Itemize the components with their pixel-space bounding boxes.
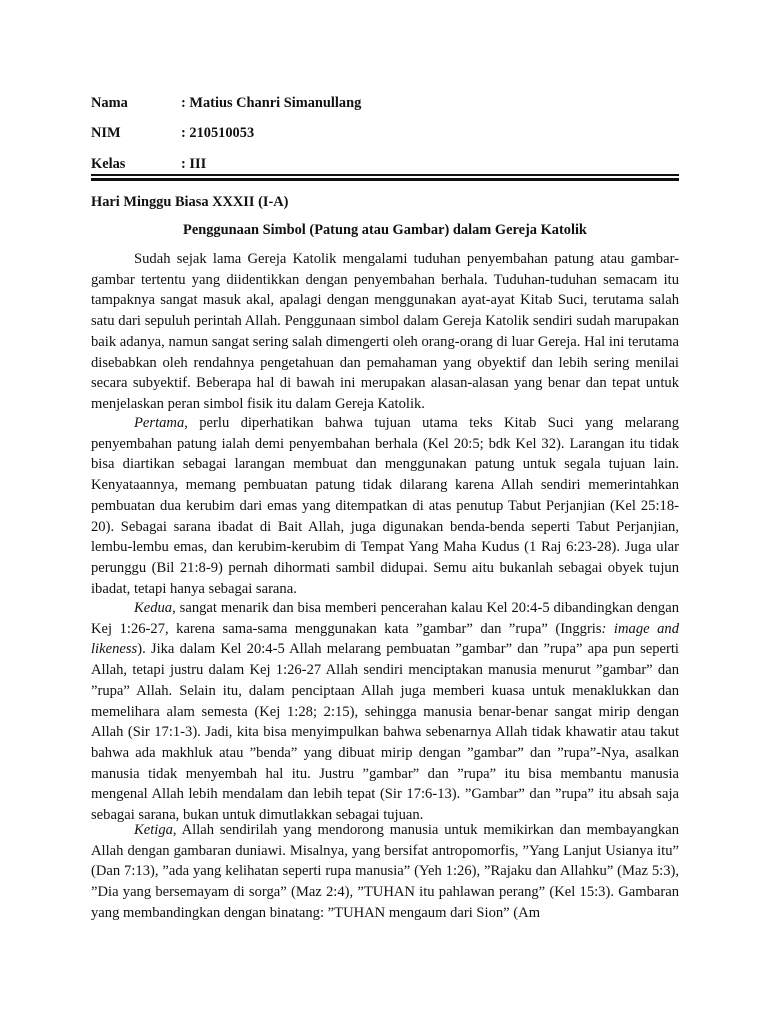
name-value: : Matius Chanri Simanullang	[181, 95, 362, 111]
paragraph-kedua	[91, 598, 679, 826]
paragraph-lead-word: Ketiga	[134, 822, 173, 838]
paragraph-ketiga	[91, 820, 679, 924]
paragraph-body: , perlu diperhatikan bahwa tujuan utama teks Kitab Suci yang melarang penyembahan patung ialah demi penyembahan berhala (Kel 20:5; bdk Kel 32). Larangan itu tidak bisa diartikan sebagai larangan membuat dan menggunakan patung untuk segala tujuan lain. Kenyataannya, memang pembuatan patung tidak dilarang karena Allah sendiri memerintahkan pembuatan dua kerubim dari emas yang ditempatkan di atas penutup Tabut Perjanjian (Kel 25:18-20). Sebagai sarana ibadat di Bait Allah, juga digunakan benda-benda seperti Tabut Perjanjian, lembu-lembu emas, dan kerubim-kerubim di Tempat Yang Maha Kudus (1 Raj 6:23-28). Juga ular perunggu (Bil 21:8-9) pernah dihormati sambil didupai. Semu aitu bukanlah sebagai obyek tujun ibadat, tetapi hanya sebagai sarana.	[91, 415, 679, 597]
student-name-row	[91, 94, 361, 112]
nim-value: : 210510053	[181, 125, 255, 141]
class-value: : III	[181, 156, 207, 172]
header-divider-thin	[91, 174, 679, 176]
paragraph-pertama	[91, 413, 679, 599]
class-label: Kelas	[91, 156, 126, 172]
header-divider-thick	[91, 178, 679, 181]
document-title: Penggunaan Simbol (Patung atau Gambar) dalam Gereja Katolik	[183, 222, 587, 238]
student-id-row	[91, 124, 254, 142]
paragraph-lead-word: Kedua	[134, 600, 173, 616]
english-gloss: : image and likeness	[91, 620, 679, 658]
nim-label: NIM	[91, 125, 121, 141]
intro-paragraph: Sudah sejak lama Gereja Katolik mengalami tuduhan penyembahan patung atau gambar-gambar tertentu yang diidentikkan dengan penyembahan berhala. Tuduhan-tuduhan semacam itu tampaknya sangat masuk akal, apalagi dengan menggunakan ayat-ayat Kitab Suci, terutama salah satu dari sepuluh perintah Allah. Penggunaan simbol dalam Gereja Katolik sendiri sudah marupakan baik adanya, namun sangat sering salah dimengerti oleh orang-orang di luar Gereja. Hal ini terutama disebabkan oleh rendahnya pengetahuan dan pemahaman yang obyektif dan lebih sering menilai secara subyektif. Beberapa hal di bawah ini merupakan alasan-alasan yang benar dan tepat untuk menjelaskan peran simbol fisik itu dalam Gereja Katolik.	[91, 251, 679, 412]
name-label: Nama	[91, 95, 128, 111]
liturgical-sunday-heading: Hari Minggu Biasa XXXII (I-A)	[91, 194, 289, 210]
paragraph-body: , Allah sendirilah yang mendorong manusia untuk memikirkan dan membayangkan Allah dengan gambaran duniawi. Misalnya, yang bersifat antropomorfis, ”Yang Lanjut Usianya itu” (Dan 7:13), ”ada yang kelihatan seperti rupa manusia” (Yeh 1:26), ”Rajaku dan Allahku” (Maz 5:3), ”Dia yang bersemayam di sorga” (Maz 2:4), ”TUHAN itu pahlawan perang” (Kel 15:3). Gambaran yang membandingkan dengan binatang: ”TUHAN mengaum dari Sion” (Am	[91, 822, 679, 921]
paragraph-body: , sangat menarik dan bisa memberi pencerahan kalau Kel 20:4-5 dibandingkan dengan Kej 1:26-27, karena sama-sama menggunakan kata ”gambar” dan ”rupa” (Inggris	[91, 600, 679, 637]
paragraph-lead-word: Pertama	[134, 415, 185, 431]
paragraph-body-cont: ). Jika dalam Kel 20:4-5 Allah melarang pembuatan ”gambar” dan ”rupa” apa pun seperti Allah, tetapi justru dalam Kej 1:26-27 Allah sendiri menciptakan manusia menurut ”gambar” dan ”rupa” Allah. Selain itu, dalam penciptaan Allah juga memberi kuasa untuk menaklukkan dan memelihara alam semesta (Kej 1:28; 2:15), sehingga manusia benar-benar sangat mirip dengan Allah (Sir 17:1-3). Jadi, kita bisa menyimpulkan bahwa sebenarnya Allah tidak khawatir atau takut bahwa ada makhluk atau ”benda” yang dibuat mirip dengan ”gambar” dan ”rupa”-Nya, asalkan manusia tidak menyembah hal itu. Justru ”gambar” dan ”rupa” itu bisa membantu manusia mengenal Allah lebih mendalam dan lebih tepat (Sir 17:6-13). ”Gambar” dan ”rupa” itu absah saja sebagai sarana, bukan untuk dimutlakkan sebagai tujuan.	[91, 641, 679, 824]
student-class-row	[91, 155, 206, 173]
